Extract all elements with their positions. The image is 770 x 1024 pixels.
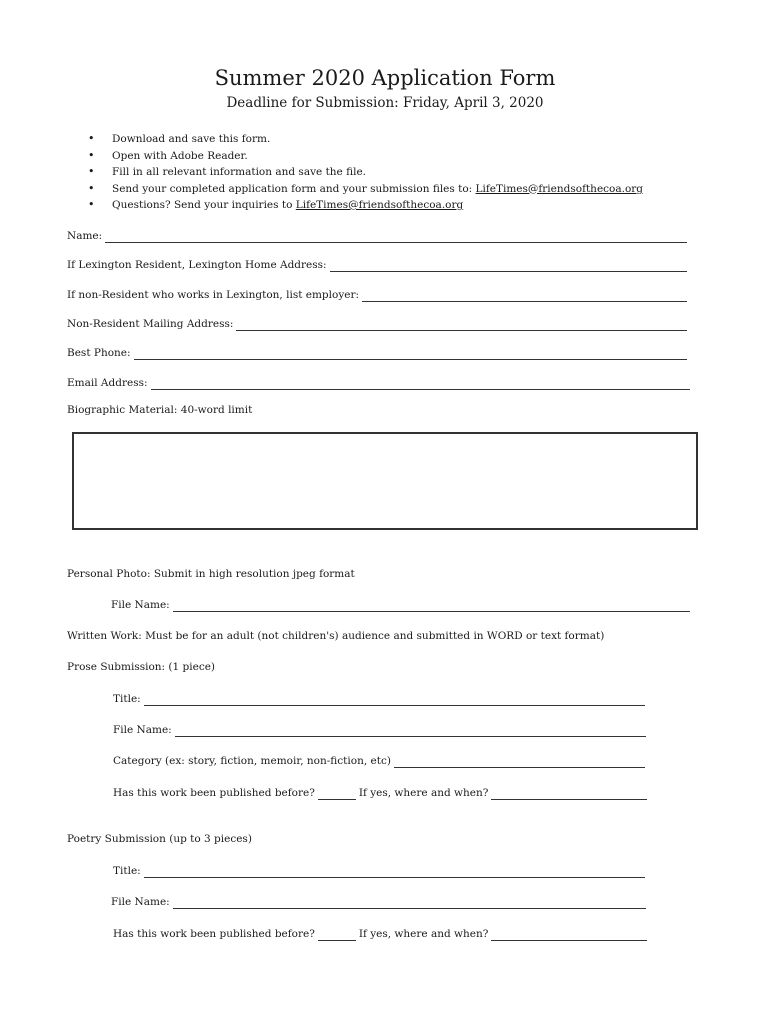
bio-label: Biographic Material: 40-word limit (67, 404, 253, 416)
email-field[interactable]: Email Address: (67, 376, 690, 390)
instruction-item: • Send your completed application form and your submission files to: LifeTimes@friendsofthecoa.org (88, 181, 643, 198)
photo-file-name-field[interactable]: File Name: (111, 598, 690, 612)
best-phone-field[interactable]: Best Phone: (67, 346, 687, 360)
bullet-icon: • (88, 198, 95, 211)
photo-label: Personal Photo: Submit in high resolution jpeg format (67, 568, 355, 580)
instruction-item: • Questions? Send your inquiries to LifeTimes@friendsofthecoa.org (88, 197, 643, 214)
employer-field[interactable]: If non-Resident who works in Lexington, list employer: (67, 288, 687, 302)
poetry-where-input-line[interactable] (491, 929, 647, 941)
deadline-text: Deadline for Submission: Friday, April 3, 2020 (226, 95, 544, 111)
prose-title-input-line[interactable] (144, 694, 645, 706)
bullet-icon: • (88, 132, 95, 145)
name-input-line[interactable] (105, 231, 687, 243)
poetry-title-field[interactable]: Title: (113, 864, 645, 878)
prose-where-input-line[interactable] (491, 788, 647, 800)
prose-published-input-line[interactable] (318, 789, 356, 800)
bullet-icon: • (88, 181, 95, 195)
poetry-file-name-input-line[interactable] (173, 897, 646, 909)
form-title: Summer 2020 Application Form (214, 66, 556, 90)
submission-email-link[interactable]: LifeTimes@friendsofthecoa.org (475, 182, 644, 195)
lexington-address-input-line[interactable] (330, 260, 687, 272)
poetry-published-field[interactable]: Has this work been published before? If yes, where and when? (113, 927, 647, 941)
email-input-line[interactable] (151, 378, 690, 390)
bullet-icon: • (88, 165, 95, 178)
bio-text-box[interactable] (72, 432, 698, 530)
prose-label: Prose Submission: (1 piece) (67, 661, 216, 673)
prose-title-field[interactable]: Title: (113, 692, 645, 706)
inquiry-email-link[interactable]: LifeTimes@friendsofthecoa.org (295, 199, 464, 211)
written-work-label: Written Work: Must be for an adult (not children's) audience and submitted in WORD or text format) (67, 630, 605, 642)
prose-category-field[interactable]: Category (ex: story, fiction, memoir, non-fiction, etc) (113, 754, 645, 768)
prose-file-name-input-line[interactable] (175, 725, 646, 737)
mailing-address-field[interactable]: Non-Resident Mailing Address: (67, 317, 687, 331)
name-field[interactable]: Name: (67, 229, 687, 243)
prose-category-input-line[interactable] (394, 756, 645, 768)
instruction-item: • Fill in all relevant information and save the file. (88, 164, 643, 181)
bullet-icon: • (88, 148, 95, 162)
poetry-label: Poetry Submission (up to 3 pieces) (67, 833, 252, 845)
instructions-list (88, 131, 643, 214)
employer-input-line[interactable] (362, 290, 687, 302)
instruction-item: • Open with Adobe Reader. (88, 148, 643, 165)
poetry-published-input-line[interactable] (318, 930, 356, 941)
best-phone-input-line[interactable] (134, 348, 687, 360)
prose-file-name-field[interactable]: File Name: (113, 723, 646, 737)
prose-published-field[interactable]: Has this work been published before? If yes, where and when? (113, 786, 647, 800)
mailing-address-input-line[interactable] (236, 319, 687, 331)
lexington-address-field[interactable]: If Lexington Resident, Lexington Home Address: (67, 258, 687, 272)
poetry-file-name-field[interactable]: File Name: (111, 895, 646, 909)
poetry-title-input-line[interactable] (144, 866, 645, 878)
instruction-item: • Download and save this form. (88, 131, 643, 148)
photo-file-name-input-line[interactable] (173, 600, 690, 612)
